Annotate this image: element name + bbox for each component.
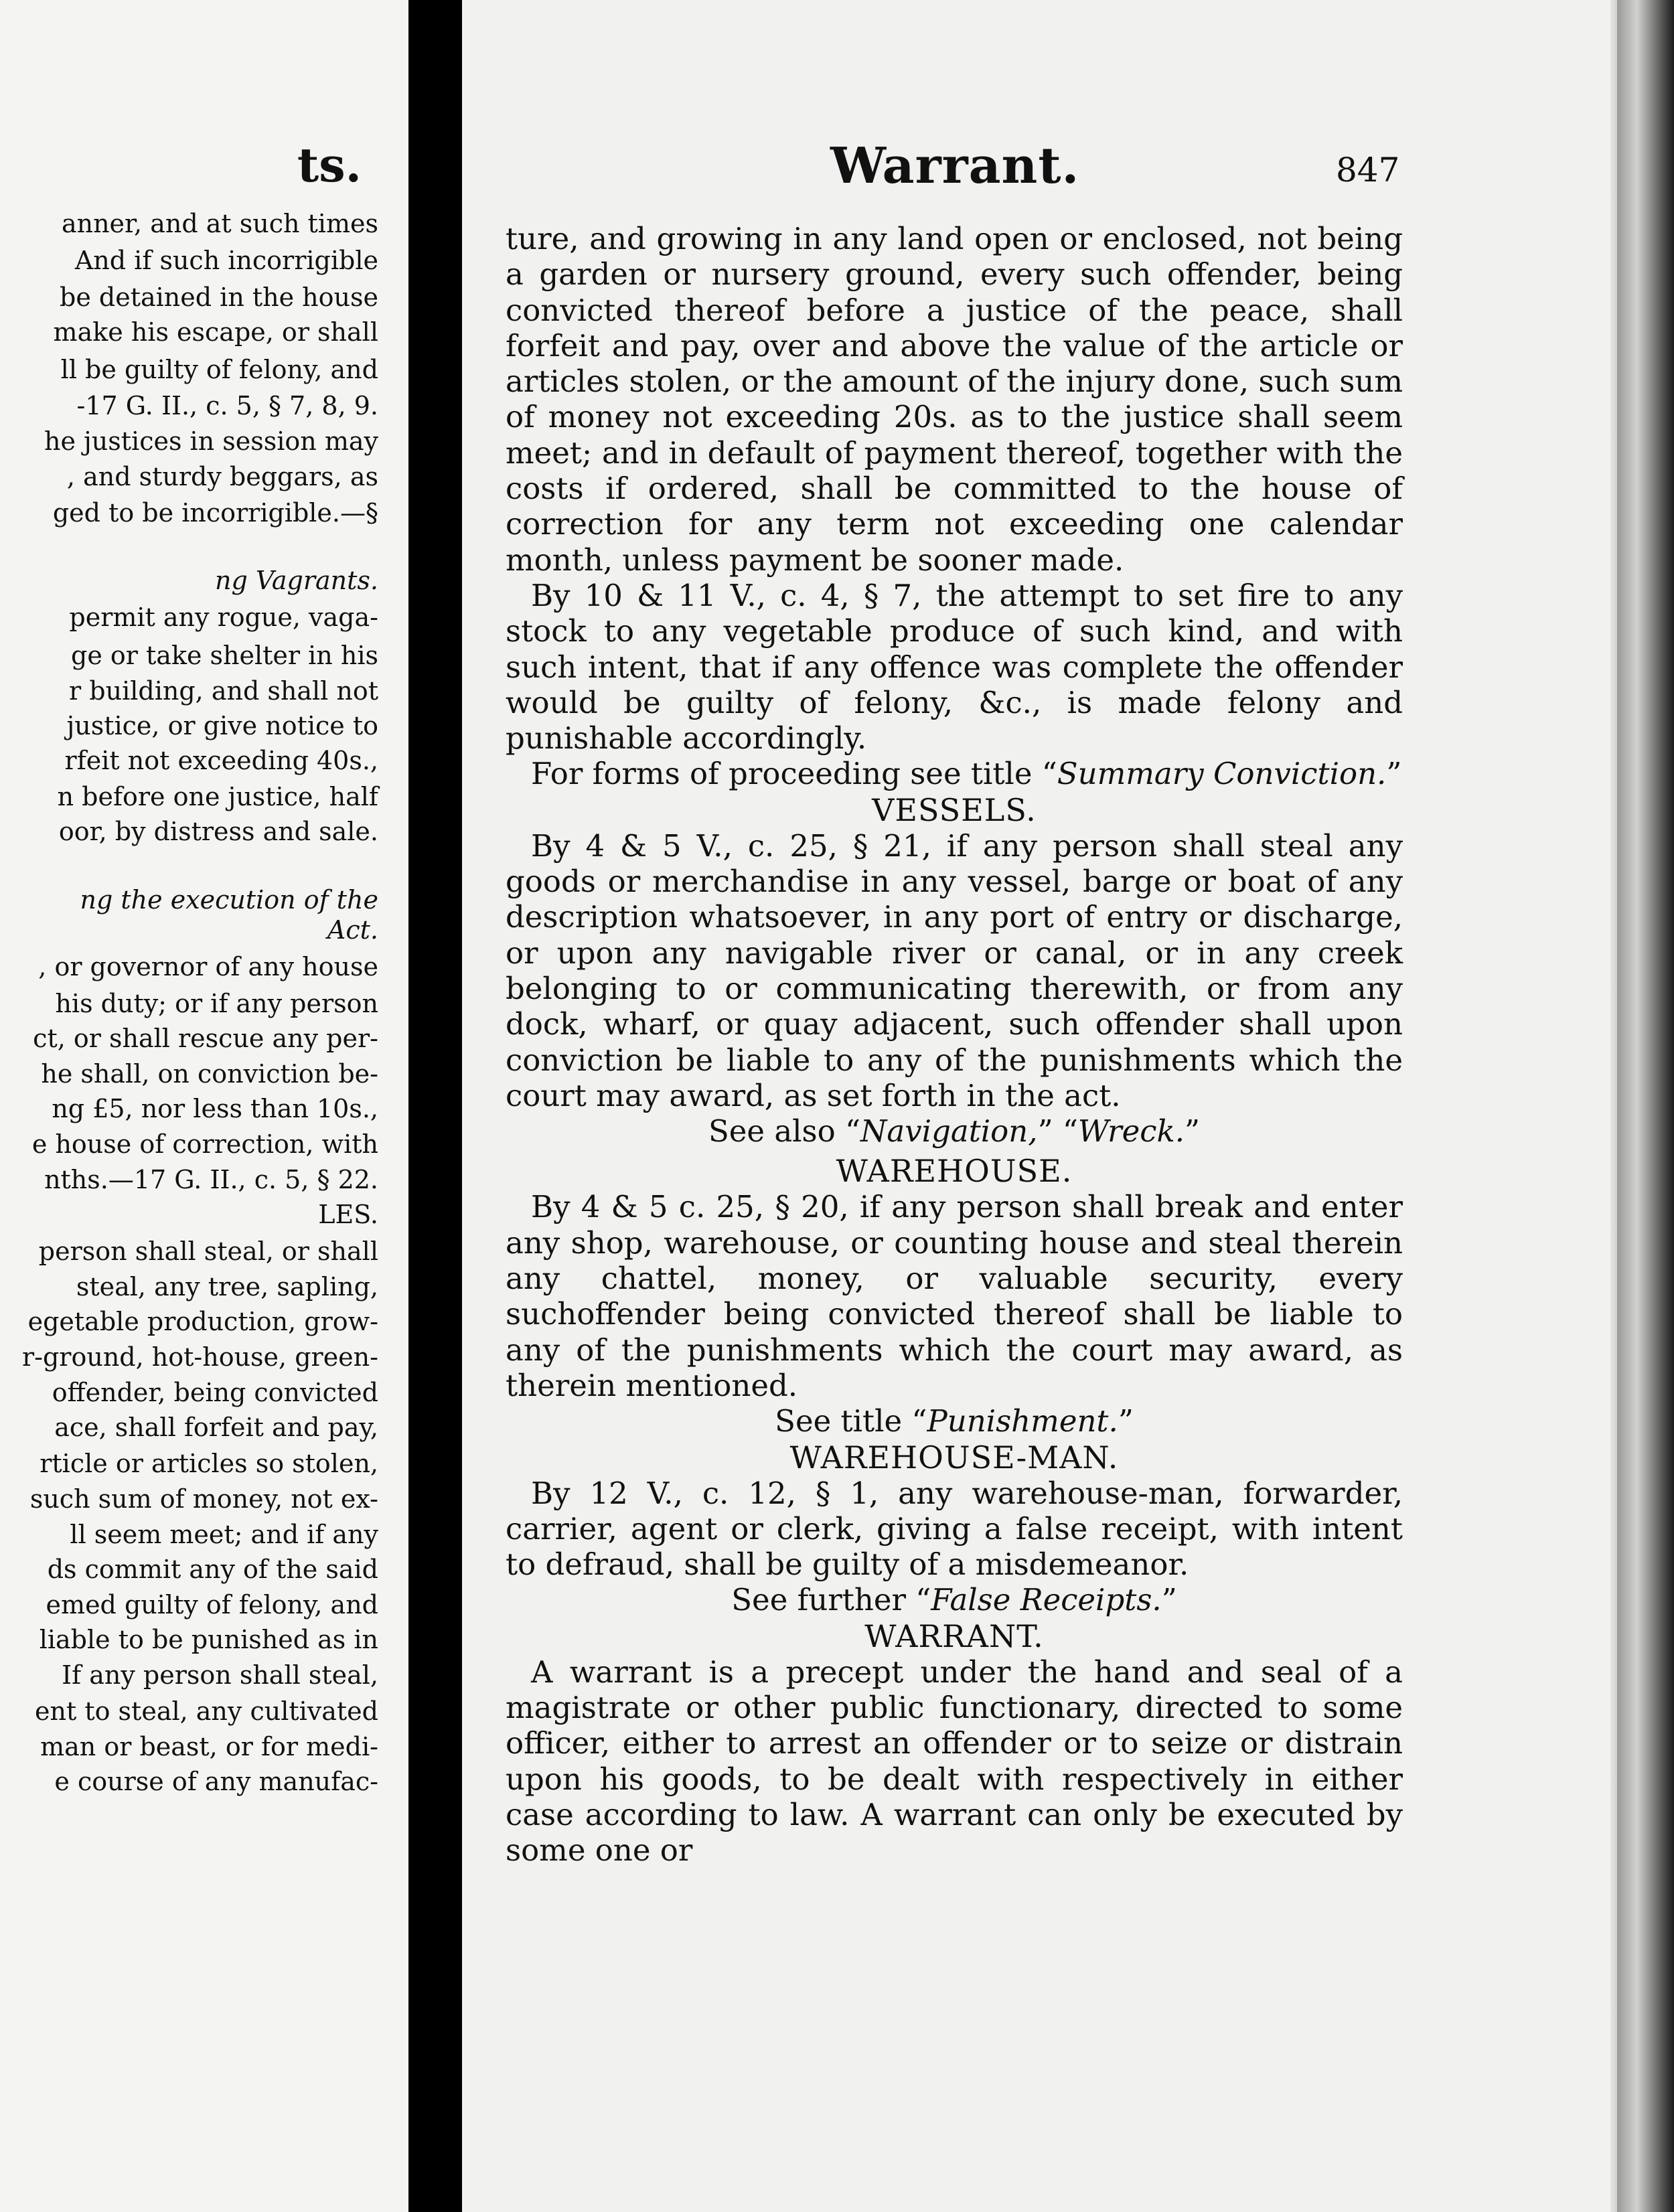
left-page-line: ent to steal, any cultivated bbox=[35, 1696, 378, 1726]
left-page-line: anner, and at such times bbox=[61, 209, 378, 238]
paragraph-arson: By 10 & 11 V., c. 4, § 7, the attempt to set fire to any stock to any vegetable produce of such kind, and with such intent, that if any offence was complete the offender would be guilty of felony, &c., is made felony and punishable accordingly. bbox=[506, 577, 1403, 757]
left-page-line: And if such incorrigible bbox=[74, 246, 378, 275]
forms-prefix: For forms of proceeding see title “ bbox=[531, 756, 1057, 792]
see-title-punishment: Punishment. bbox=[927, 1403, 1118, 1439]
see-further bbox=[506, 1582, 1403, 1617]
see-also-mid: ” “ bbox=[1037, 1113, 1078, 1150]
see-also-navigation: Navigation, bbox=[860, 1113, 1038, 1150]
see-also-suffix: ” bbox=[1185, 1113, 1201, 1150]
see-also bbox=[506, 1113, 1403, 1149]
heading-warehouse-man: WAREHOUSE-MAN. bbox=[789, 1439, 1119, 1476]
left-page-line: n before one justice, half bbox=[57, 782, 378, 811]
left-page-line: his duty; or if any person bbox=[55, 989, 378, 1018]
left-page-line: steal, any tree, sapling, bbox=[76, 1272, 378, 1301]
left-page-line: oor, by distress and sale. bbox=[58, 817, 378, 846]
left-page-line: egetable production, grow- bbox=[27, 1307, 378, 1336]
left-page-line: Act. bbox=[327, 915, 378, 945]
left-page-text bbox=[0, 0, 408, 2212]
paragraph-warrant: A warrant is a precept under the hand and seal of a magistrate or other public functionary, directed to some officer, either to arrest an offender or to seize or distrain upon his goods, to be dealt with respectively in either case according to law. A warrant can only be executed by some one or bbox=[506, 1654, 1403, 1869]
left-page-line: , or governor of any house bbox=[38, 952, 378, 981]
heading-vessels: VESSELS. bbox=[872, 791, 1037, 828]
left-page-line: ace, shall forfeit and pay, bbox=[54, 1413, 378, 1442]
left-page-line: rfeit not exceeding 40s., bbox=[64, 746, 378, 775]
left-page-line: ll seem meet; and if any bbox=[70, 1520, 378, 1549]
left-page-line: permit any rogue, vaga- bbox=[69, 603, 378, 632]
left-page-line: nths.—17 G. II., c. 5, § 22. bbox=[44, 1165, 378, 1194]
paragraph-warehouse-man: By 12 V., c. 12, § 1, any warehouse-man, forwarder, carrier, agent or clerk, giving a false receipt, with intent to defraud, shall be guilty of a misdemeanor. bbox=[506, 1475, 1403, 1583]
left-page-line: ng Vagrants. bbox=[215, 566, 378, 595]
left-page-line: be detained in the house bbox=[60, 283, 378, 312]
forms-suffix: ” bbox=[1386, 756, 1402, 792]
left-page-line: man or beast, or for medi- bbox=[40, 1732, 378, 1761]
left-running-head: ts. bbox=[297, 137, 362, 193]
see-title-prefix: See title “ bbox=[775, 1403, 927, 1439]
left-page-line: LES. bbox=[318, 1200, 378, 1229]
heading-warehouse: WAREHOUSE. bbox=[836, 1153, 1073, 1190]
paragraph-forms bbox=[506, 756, 1403, 791]
left-page-line: ng the execution of the bbox=[80, 885, 378, 915]
left-page-line: ct, or shall rescue any per- bbox=[33, 1024, 378, 1053]
left-page bbox=[0, 0, 408, 2212]
left-page-line: e course of any manufac- bbox=[54, 1767, 378, 1796]
paragraph-vessels: By 4 & 5 V., c. 25, § 21, if any person shall steal any goods or merchandise in any vessel, barge or boat of any description whatsoever, in any port of entry or discharge, or upon any navigable river or canal, or in any creek belonging to or communicating therewith, or from any dock, wharf, or quay adjacent, such offender shall upon conviction be liable to any of the punishments which the court may award, as set forth in the act. bbox=[506, 827, 1403, 1113]
left-page-line: he justices in session may bbox=[44, 426, 378, 456]
see-title bbox=[506, 1403, 1403, 1439]
left-page-line: ll be guilty of felony, and bbox=[60, 355, 378, 384]
see-further-false-receipts: False Receipts. bbox=[931, 1582, 1162, 1618]
page-content bbox=[506, 221, 1403, 1868]
left-page-line: make his escape, or shall bbox=[53, 317, 378, 347]
left-page-line: he shall, on conviction be- bbox=[41, 1059, 378, 1089]
left-page-line: r-ground, hot-house, green- bbox=[21, 1342, 378, 1372]
left-page-line: ng £5, nor less than 10s., bbox=[52, 1094, 378, 1123]
heading-warrant: WARRANT. bbox=[864, 1617, 1044, 1654]
left-page-line: person shall steal, or shall bbox=[38, 1237, 378, 1266]
left-page-line: ds commit any of the said bbox=[47, 1555, 378, 1584]
page-number: 847 bbox=[1336, 151, 1400, 189]
left-page-line: ged to be incorrigible.—§ bbox=[52, 498, 378, 528]
left-page-line: such sum of money, not ex- bbox=[29, 1484, 378, 1514]
left-page-line: , and sturdy beggars, as bbox=[66, 462, 378, 491]
left-page-line: rticle or articles so stolen, bbox=[40, 1449, 378, 1478]
left-page-line: If any person shall steal, bbox=[62, 1660, 378, 1690]
paragraph-warehouse: By 4 & 5 c. 25, § 20, if any person shall break and enter any shop, warehouse, or counting house and steal therein any chattel, money, or valuable security, every suchoffender being convicted thereof shall be liable to any of the punishments which the court may award, as therein mentioned. bbox=[506, 1189, 1403, 1403]
book-gutter bbox=[408, 0, 462, 2212]
see-further-suffix: ” bbox=[1161, 1582, 1177, 1618]
left-page-line: offender, being convicted bbox=[52, 1378, 378, 1407]
see-title-suffix: ” bbox=[1118, 1403, 1134, 1439]
left-page-line: ge or take shelter in his bbox=[71, 641, 378, 670]
forms-reference: Summary Conviction. bbox=[1057, 756, 1387, 792]
left-page-line: r building, and shall not bbox=[69, 676, 378, 706]
running-head: Warrant. bbox=[830, 137, 1080, 195]
left-page-line: e house of correction, with bbox=[31, 1129, 378, 1159]
page-block-edge bbox=[1617, 0, 1674, 2212]
left-page-line: emed guilty of felony, and bbox=[46, 1590, 378, 1620]
left-page-line: justice, or give notice to bbox=[66, 711, 378, 740]
see-also-wreck: Wreck. bbox=[1077, 1113, 1185, 1150]
left-page-line: -17 G. II., c. 5, § 7, 8, 9. bbox=[76, 391, 378, 420]
left-page-line: liable to be punished as in bbox=[39, 1625, 378, 1654]
see-further-prefix: See further “ bbox=[731, 1582, 931, 1618]
see-also-prefix: See also “ bbox=[708, 1113, 861, 1150]
paragraph-continued: ture, and growing in any land open or enclosed, not being a garden or nursery ground, every such offender, being convicted thereof before a justice of the peace, shall forfeit and pay, over and above the value of the article or articles stolen, or the amount of the injury done, such sum of money not exceeding 20s. as to the justice shall seem meet; and in default of payment thereof, together with the costs if ordered, shall be committed to the house of correction for any term not exceeding one calendar month, unless payment be sooner made. bbox=[506, 221, 1403, 578]
